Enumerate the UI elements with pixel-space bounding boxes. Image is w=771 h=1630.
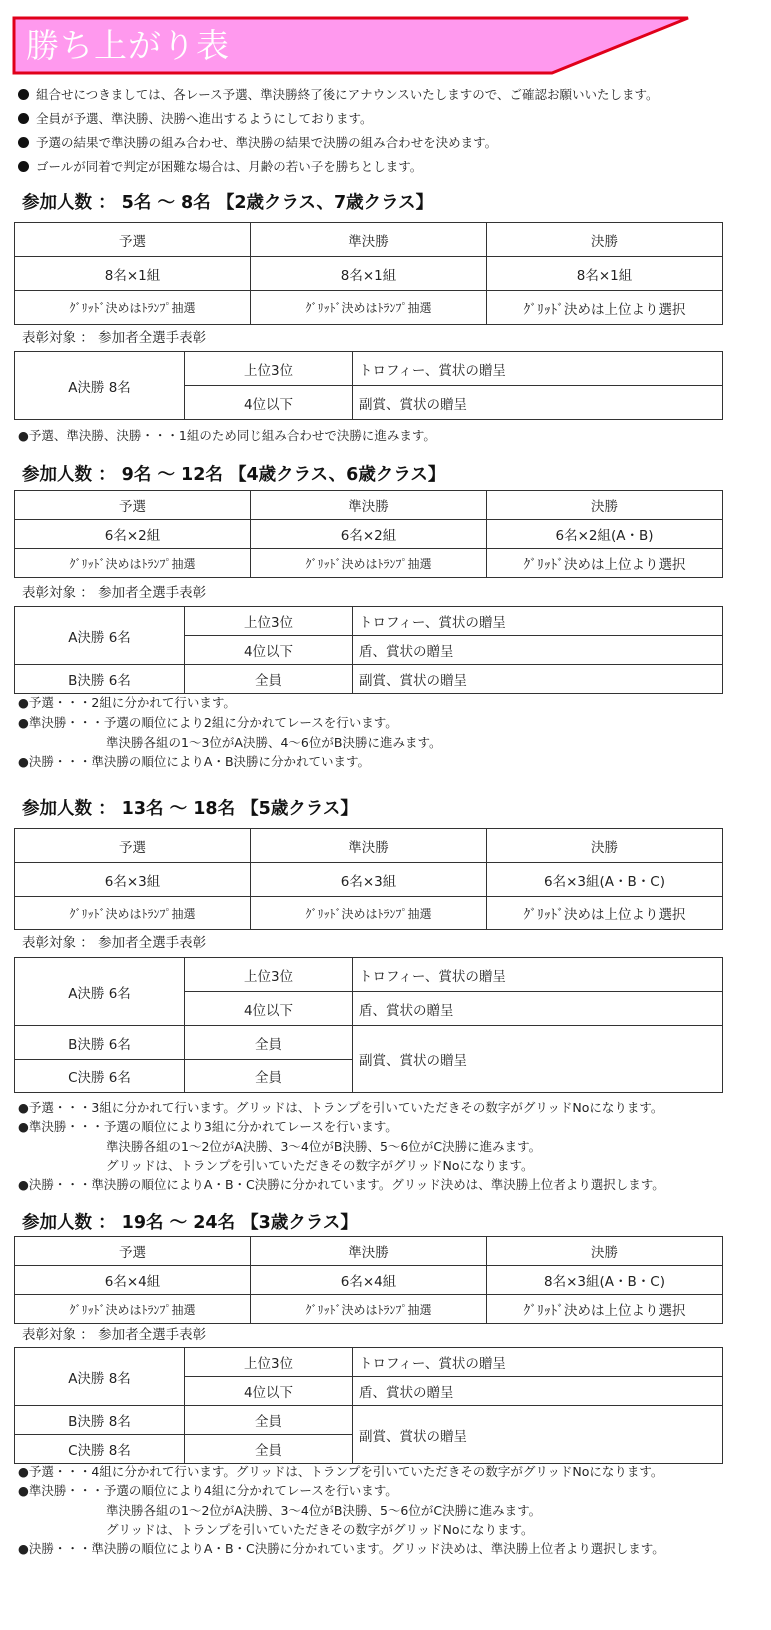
header-final: 決勝 xyxy=(487,829,723,863)
note-text: 準決勝各組の1～2位がA決勝、3～4位がB決勝、5～6位がC決勝に進みます。 xyxy=(106,1503,542,1518)
note-text: ●予選・・・2組に分かれて行います。 xyxy=(18,695,236,710)
bracket-table xyxy=(14,828,723,930)
note-text: ●決勝・・・準決勝の順位によりA・B・C決勝に分かれています。グリッド決めは、準決勝上位者より選択します。 xyxy=(18,1541,665,1556)
page-title: 勝ち上がり表 xyxy=(26,26,230,65)
note-text: ●予選・・・3組に分かれて行います。グリッドは、トランプを引いていただきその数字がグリッドNoになります。 xyxy=(18,1100,664,1115)
semifinal-groups: 8名×1組 xyxy=(251,257,487,291)
rank-label: 全員 xyxy=(185,665,353,694)
award-table xyxy=(14,351,723,420)
bullet-icon xyxy=(18,89,29,100)
prize-label: 副賞、賞状の贈呈 xyxy=(353,1406,723,1464)
award-label: 表彰対象 ： 参加者全選手表彰 xyxy=(22,1327,207,1343)
bullet-icon xyxy=(18,113,29,124)
final-groups: 6名×3組(A・B・C) xyxy=(487,863,723,897)
note-text: ●予選・・・4組に分かれて行います。グリッドは、トランプを引いていただきその数字がグリッドNoになります。 xyxy=(18,1464,664,1479)
a-final-label: A決勝 6名 xyxy=(15,958,185,1026)
final-grid: ｸﾞﾘｯﾄﾞ決めは上位より選択 xyxy=(487,897,723,930)
prize-label: 副賞、賞状の贈呈 xyxy=(353,1026,723,1093)
note-text: ●予選、準決勝、決勝・・・1組のため同じ組み合わせで決勝に進みます。 xyxy=(18,428,436,443)
rank-label: 4位以下 xyxy=(185,386,353,420)
section-title: 参加人数 ： 19名 ～ 24名 【3歳クラス】 xyxy=(22,1213,358,1233)
final-groups: 6名×2組(A・B) xyxy=(487,520,723,549)
qualifier-groups: 6名×3組 xyxy=(15,863,251,897)
qualifier-grid: ｸﾞﾘｯﾄﾞ決めはﾄﾗﾝﾌﾟ抽選 xyxy=(15,1295,251,1324)
qualifier-groups: 6名×2組 xyxy=(15,520,251,549)
prize-label: 盾、賞状の贈呈 xyxy=(353,1377,723,1406)
bullet-icon xyxy=(18,161,29,172)
prize-label: 副賞、賞状の贈呈 xyxy=(353,665,723,694)
header-semifinal: 準決勝 xyxy=(251,1237,487,1266)
bracket-table xyxy=(14,490,723,578)
note-text: ●決勝・・・準決勝の順位によりA・B・C決勝に分かれています。グリッド決めは、準決勝上位者より選択します。 xyxy=(18,1177,665,1192)
prize-label: トロフィー、賞状の贈呈 xyxy=(353,1348,723,1377)
header-final: 決勝 xyxy=(487,223,723,257)
award-table xyxy=(14,606,723,694)
rank-label: 4位以下 xyxy=(185,1377,353,1406)
qualifier-grid: ｸﾞﾘｯﾄﾞ決めはﾄﾗﾝﾌﾟ抽選 xyxy=(15,897,251,930)
c-final-label: C決勝 8名 xyxy=(15,1435,185,1464)
rank-label: 4位以下 xyxy=(185,992,353,1026)
award-table xyxy=(14,957,723,1093)
rank-label: 全員 xyxy=(185,1406,353,1435)
note-text: グリッドは、トランプを引いていただきその数字がグリッドNoになります。 xyxy=(106,1522,534,1537)
intro-text: 予選の結果で準決勝の組み合わせ、準決勝の結果で決勝の組み合わせを決めます。 xyxy=(36,135,498,150)
header-qualifier: 予選 xyxy=(15,491,251,520)
final-grid: ｸﾞﾘｯﾄﾞ決めは上位より選択 xyxy=(487,549,723,578)
bracket-table xyxy=(14,222,723,325)
rank-label: 全員 xyxy=(185,1435,353,1464)
c-final-label: C決勝 6名 xyxy=(15,1060,185,1093)
note-text: ●決勝・・・準決勝の順位によりA・B決勝に分かれています。 xyxy=(18,754,371,769)
rank-label: 全員 xyxy=(185,1026,353,1060)
intro-item xyxy=(18,111,373,127)
a-final-label: A決勝 6名 xyxy=(15,607,185,665)
final-grid: ｸﾞﾘｯﾄﾞ決めは上位より選択 xyxy=(487,291,723,325)
rank-label: 上位3位 xyxy=(185,958,353,992)
qualifier-groups: 8名×1組 xyxy=(15,257,251,291)
semifinal-grid: ｸﾞﾘｯﾄﾞ決めはﾄﾗﾝﾌﾟ抽選 xyxy=(251,291,487,325)
bullet-icon xyxy=(18,137,29,148)
note-text: ●準決勝・・・予選の順位により3組に分かれてレースを行います。 xyxy=(18,1119,398,1134)
semifinal-groups: 6名×2組 xyxy=(251,520,487,549)
section-title: 参加人数 ： 9名 ～ 12名 【4歳クラス、6歳クラス】 xyxy=(22,465,446,485)
semifinal-grid: ｸﾞﾘｯﾄﾞ決めはﾄﾗﾝﾌﾟ抽選 xyxy=(251,549,487,578)
award-label: 表彰対象 ： 参加者全選手表彰 xyxy=(22,585,207,601)
qualifier-grid: ｸﾞﾘｯﾄﾞ決めはﾄﾗﾝﾌﾟ抽選 xyxy=(15,549,251,578)
prize-label: トロフィー、賞状の贈呈 xyxy=(353,352,723,386)
section-title: 参加人数 ： 5名 ～ 8名 【2歳クラス、7歳クラス】 xyxy=(22,193,434,213)
note-text: グリッドは、トランプを引いていただきその数字がグリッドNoになります。 xyxy=(106,1158,534,1173)
header-semifinal: 準決勝 xyxy=(251,223,487,257)
note-text: ●準決勝・・・予選の順位により4組に分かれてレースを行います。 xyxy=(18,1483,398,1498)
note-text: 準決勝各組の1～2位がA決勝、3～4位がB決勝、5～6位がC決勝に進みます。 xyxy=(106,1139,542,1154)
intro-text: 全員が予選、準決勝、決勝へ進出するようにしております。 xyxy=(36,111,373,126)
header-final: 決勝 xyxy=(487,1237,723,1266)
final-groups: 8名×1組 xyxy=(487,257,723,291)
rank-label: 上位3位 xyxy=(185,607,353,636)
prize-label: 副賞、賞状の贈呈 xyxy=(353,386,723,420)
bracket-table xyxy=(14,1236,723,1324)
b-final-label: B決勝 8名 xyxy=(15,1406,185,1435)
rank-label: 全員 xyxy=(185,1060,353,1093)
qualifier-groups: 6名×4組 xyxy=(15,1266,251,1295)
header-qualifier: 予選 xyxy=(15,829,251,863)
intro-item xyxy=(18,135,497,151)
prize-label: トロフィー、賞状の贈呈 xyxy=(353,958,723,992)
semifinal-grid: ｸﾞﾘｯﾄﾞ決めはﾄﾗﾝﾌﾟ抽選 xyxy=(251,897,487,930)
award-table xyxy=(14,1347,723,1464)
section-title: 参加人数 ： 13名 ～ 18名 【5歳クラス】 xyxy=(22,799,358,819)
intro-text: ゴールが同着で判定が困難な場合は、月齢の若い子を勝ちとします。 xyxy=(36,159,423,174)
prize-label: 盾、賞状の贈呈 xyxy=(353,992,723,1026)
title-banner xyxy=(12,16,722,76)
final-grid: ｸﾞﾘｯﾄﾞ決めは上位より選択 xyxy=(487,1295,723,1324)
header-semifinal: 準決勝 xyxy=(251,829,487,863)
final-groups: 8名×3組(A・B・C) xyxy=(487,1266,723,1295)
header-final: 決勝 xyxy=(487,491,723,520)
rank-label: 上位3位 xyxy=(185,352,353,386)
b-final-label: B決勝 6名 xyxy=(15,1026,185,1060)
note-text: 準決勝各組の1～3位がA決勝、4～6位がB決勝に進みます。 xyxy=(106,735,442,750)
intro-item xyxy=(18,159,422,175)
header-qualifier: 予選 xyxy=(15,1237,251,1266)
rank-label: 4位以下 xyxy=(185,636,353,665)
a-final-label: A決勝 8名 xyxy=(15,1348,185,1406)
semifinal-grid: ｸﾞﾘｯﾄﾞ決めはﾄﾗﾝﾌﾟ抽選 xyxy=(251,1295,487,1324)
intro-item xyxy=(18,87,659,103)
header-semifinal: 準決勝 xyxy=(251,491,487,520)
award-label: 表彰対象 ： 参加者全選手表彰 xyxy=(22,935,207,951)
note-text: ●準決勝・・・予選の順位により2組に分かれてレースを行います。 xyxy=(18,715,398,730)
rank-label: 上位3位 xyxy=(185,1348,353,1377)
b-final-label: B決勝 6名 xyxy=(15,665,185,694)
prize-label: トロフィー、賞状の贈呈 xyxy=(353,607,723,636)
header-qualifier: 予選 xyxy=(15,223,251,257)
intro-text: 組合せにつきましては、各レース予選、準決勝終了後にアナウンスいたしますので、ご確認お願いいたします。 xyxy=(36,87,659,102)
qualifier-grid: ｸﾞﾘｯﾄﾞ決めはﾄﾗﾝﾌﾟ抽選 xyxy=(15,291,251,325)
semifinal-groups: 6名×4組 xyxy=(251,1266,487,1295)
semifinal-groups: 6名×3組 xyxy=(251,863,487,897)
a-final-label: A決勝 8名 xyxy=(15,352,185,420)
prize-label: 盾、賞状の贈呈 xyxy=(353,636,723,665)
award-label: 表彰対象 ： 参加者全選手表彰 xyxy=(22,330,207,346)
